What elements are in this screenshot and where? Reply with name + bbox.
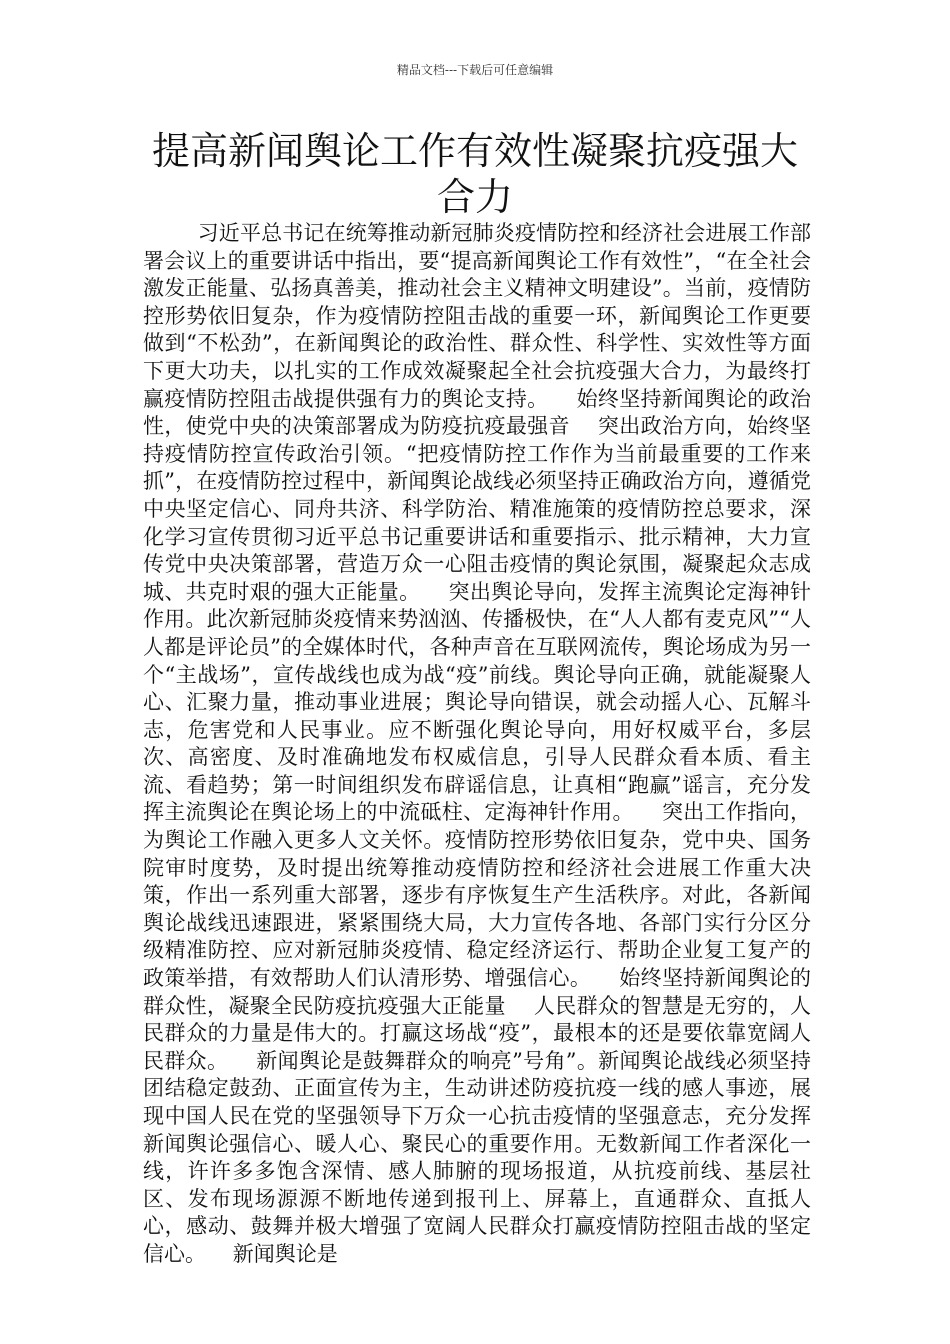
document-body: 习近平总书记在统筹推动新冠肺炎疫情防控和经济社会进展工作部署会议上的重要讲话中指出，要“提高新闻舆论工作有效性”，“在全社会激发正能量、弘扬真善美，推动社会主义精神文明建设”。当前，疫情防控形势依旧复杂，作为疫情防控阻击战的重要一环，新闻舆论工作更要做到“不松劲”，在新闻舆论的政治性、群众性、科学性、实效性等方面下更大功夫，以扎实的工作成效凝聚起全社会抗疫强大合力，为最终打赢疫情防控阻击战提供强有力的舆论支持。 始终坚持新闻舆论的政治性，使党中央的决策部署成为防疫抗疫最强音 突出政治方向，始终坚持疫情防控宣传政治引领。“把疫情防控工作作为当前最重要的工作来抓”，在疫情防控过程中，新闻舆论战线必须坚持正确政治方向，遵循党中央坚定信心、同舟共济、科学防治、精准施策的疫情防控总要求，深化学习宣传贯彻习近平总书记重要讲话和重要指示、批示精神，大力宣传党中央决策部署，营造万众一心阻击疫情的舆论氛围，凝聚起众志成城、共克时艰的强大正能量。 突出舆论导向，发挥主流舆论定海神针作用。此次新冠肺炎疫情来势汹汹、传播极快，在“人人都有麦克风”“人人都是评论员”的全媒体时代，各种声音在互联网流传，舆论场成为另一个“主战场”，宣传战线也成为战“疫”前线。舆论导向正确，就能凝聚人心、汇聚力量，推动事业进展；舆论导向错误，就会动摇人心、瓦解斗志，危害党和人民事业。应不断强化舆论导向，用好权威平台，多层次、高密度、及时准确地发布权威信息，引导人民群众看本质、看主流、看趋势；第一时间组织发布辟谣信息，让真相“跑赢”谣言，充分发挥主流舆论在舆论场上的中流砥柱、定海神针作用。 突出工作指向，为舆论工作融入更多人文关怀。疫情防控形势依旧复杂，党中央、国务院审时度势，及时提出统筹推动疫情防控和经济社会进展工作重大决策，作出一系列重大部署，逐步有序恢复生产生活秩序。对此，各新闻舆论战线迅速跟进，紧紧围绕大局，大力宣传各地、各部门实行分区分级精准防控、应对新冠肺炎疫情、稳定经济运行、帮助企业复工复产的政策举措，有效帮助人们认清形势、增强信心。 始终坚持新闻舆论的群众性，凝聚全民防疫抗疫强大正能量 人民群众的智慧是无穷的，人民群众的力量是伟大的。打赢这场战“疫”，最根本的还是要依靠宽阔人民群众。 新闻舆论是鼓舞群众的响亮”号角”。新闻舆论战线必须坚持团结稳定鼓劲、正面宣传为主，生动讲述防疫抗疫一线的感人事迹，展现中国人民在党的坚强领导下万众一心抗击疫情的坚强意志，充分发挥新闻舆论强信心、暖人心、聚民心的重要作用。无数新闻工作者深化一线，许许多多饱含深情、感人肺腑的现场报道，从抗疫前线、基层社区、发布现场源源不断地传递到报刊上、屏幕上，直通群众、直抵人心，感动、鼓舞并极大增强了宽阔人民群众打赢疫情防控阻击战的坚定信心。 新闻舆论是 [143, 221, 812, 1266]
document-title: 提高新闻舆论工作有效性凝聚抗疫强大合力 [151, 129, 798, 219]
page-header-note: 精品文档---下载后可任意编辑 [396, 63, 554, 77]
